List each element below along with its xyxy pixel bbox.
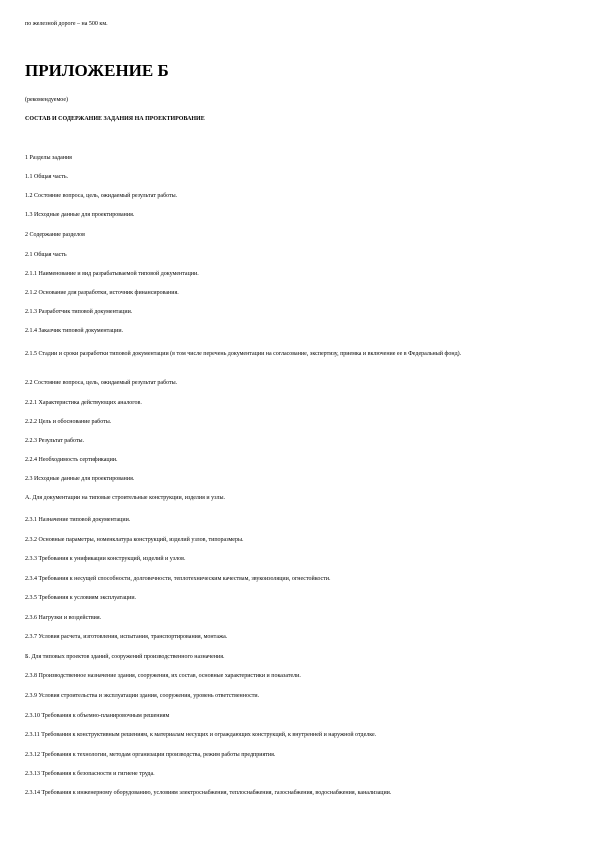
list-item: 2.3.14 Требования к инженерному оборудованию, условиям электроснабжения, теплоснабжения, газоснабжения, водоснабжения, канализации. [25, 790, 392, 796]
list-item: 2.3.10 Требования к объемно-планировочным решениям [25, 713, 170, 719]
list-item: 2.3.3 Требования к унификации конструкций, изделий и узлов. [25, 556, 186, 562]
list-item: Б. Для типовых проектов зданий, сооружений производственного назначения. [25, 654, 225, 660]
list-item: 1.3 Исходные данные для проектирования. [25, 212, 135, 218]
list-item: 2.2.3 Результат работы. [25, 438, 85, 444]
list-item: 1.2 Состояние вопроса, цель, ожидаемый результат работы. [25, 193, 178, 199]
list-item: 2.3.9 Условия строительства и эксплуатации здания, сооружения, уровень ответственности. [25, 693, 260, 699]
list-item: 2.1.4 Заказчик типовой документации. [25, 328, 124, 334]
list-item: 2.3.5 Требования к условиям эксплуатации. [25, 595, 137, 601]
list-item: 2.1.3 Разработчик типовой документации. [25, 309, 133, 315]
list-item: 2 Содержание разделов [25, 232, 85, 238]
list-item: 2.3.8 Производственное назначение здания, сооружения, их состав, основные характеристики и показатели. [25, 673, 301, 679]
list-item: 2.1.1 Наименование и вид разрабатываемой типовой документации. [25, 271, 199, 277]
list-item: 2.1 Общая часть [25, 252, 67, 258]
list-item: 2.1.2 Основание для разработки, источник финансирования. [25, 290, 179, 296]
list-item: 2.2 Состояние вопроса, цель, ожидаемый результат работы. [25, 380, 178, 386]
list-item: 2.3.7 Условия расчета, изготовления, испытания, транспортирования, монтажа. [25, 634, 228, 640]
appendix-subtitle: СОСТАВ И СОДЕРЖАНИЕ ЗАДАНИЯ НА ПРОЕКТИРОВАНИЕ [25, 116, 205, 122]
list-item: 2.1.5 Стадии и сроки разработки типовой документации (в том числе перечень документации на согласование, экспертизу, приемка и включение ее в Федеральный фонд). [25, 351, 462, 357]
list-item: 1 Разделы задания [25, 155, 72, 161]
list-item: 2.2.1 Характеристика действующих аналогов. [25, 400, 142, 406]
list-item: 2.3.11 Требования к конструктивным решениям, к материалам несущих и ограждающих конструкций, к внутренней и наружной отделке. [25, 732, 377, 738]
list-item: 1.1 Общая часть. [25, 174, 69, 180]
appendix-title: ПРИЛОЖЕНИЕ Б [25, 61, 169, 80]
list-item: 2.3.2 Основные параметры, номенклатура конструкций, изделий узлов, типоразмеры. [25, 537, 244, 543]
list-item: 2.2.2 Цель и обоснование работы. [25, 419, 112, 425]
list-item: А. Для документации на типовые строительные конструкции, изделия и узлы. [25, 495, 225, 501]
list-item: 2.3.1 Назначение типовой документации. [25, 517, 131, 523]
list-item: 2.3 Исходные данные для проектирования. [25, 476, 135, 482]
list-item: 2.2.4 Необходимость сертификации. [25, 457, 118, 463]
appendix-status: (рекомендуемое) [25, 97, 68, 103]
list-item: 2.3.6 Нагрузки и воздействия. [25, 615, 102, 621]
continuation-text: по железной дороге – на 500 км. [25, 21, 108, 27]
list-item: 2.3.13 Требования к безопасности и гигиене труда. [25, 771, 155, 777]
list-item: 2.3.12 Требования к технологии, методам организации производства, режим работы предприятия. [25, 752, 276, 758]
list-item: 2.3.4 Требования к несущей способности, долговечности, теплотехническим качествам, звукоизоляции, огнестойкости. [25, 576, 331, 582]
